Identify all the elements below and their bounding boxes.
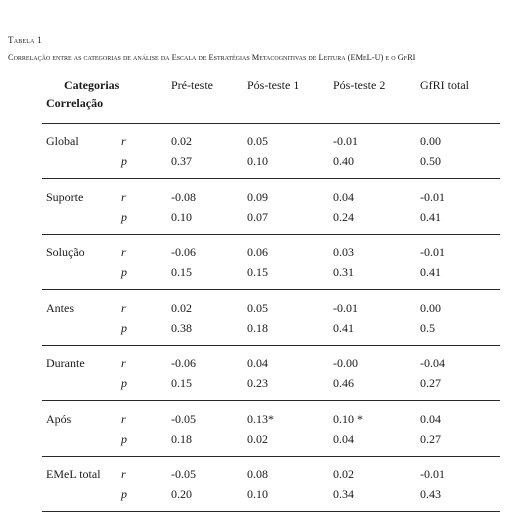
- r-value-cell: 0.02: [171, 134, 192, 148]
- r-value-cell: 0.02: [171, 300, 192, 315]
- p-value-cell: 0.41: [420, 265, 441, 279]
- category-label: Após: [46, 411, 72, 426]
- category-label: Durante: [46, 356, 85, 370]
- p-value-cell: 0.18: [247, 320, 268, 335]
- r-value-cell: -0.05: [171, 467, 196, 481]
- category-label: EMeL total: [46, 467, 101, 481]
- r-value-cell: -0.01: [420, 189, 445, 204]
- p-value-cell: 0.27: [420, 431, 441, 446]
- p-value-cell: 0.37: [171, 154, 192, 168]
- table-caption-title: Correlação entre as categorias de análise da Escala de Estratégias Metacognitivas de Leitura (EMeL-U) e o GfRI: [8, 53, 416, 62]
- row-divider: [42, 178, 500, 179]
- p-value-cell: 0.20: [171, 487, 192, 501]
- p-value-cell: 0.50: [420, 154, 441, 168]
- r-value-cell: 0.13*: [247, 411, 274, 426]
- p-value-cell: 0.27: [420, 376, 441, 390]
- p-value-cell: 0.41: [333, 320, 354, 335]
- r-label: r: [121, 134, 126, 148]
- r-value-cell: -0.00: [333, 356, 358, 370]
- r-value-cell: 0.10 *: [333, 411, 363, 426]
- p-label: p: [121, 487, 127, 501]
- p-value-cell: 0.10: [171, 209, 192, 224]
- row-divider: [42, 234, 500, 235]
- p-value-cell: 0.07: [247, 209, 268, 224]
- p-label: p: [121, 154, 127, 168]
- p-value-cell: 0.5: [420, 320, 435, 335]
- r-value-cell: 0.04: [333, 189, 354, 204]
- table-row-group: [0, 412, 516, 468]
- p-label: p: [121, 376, 127, 390]
- row-divider: [42, 400, 500, 401]
- p-value-cell: 0.15: [171, 265, 192, 279]
- row-divider: [42, 456, 500, 457]
- r-value-cell: 0.06: [247, 245, 268, 259]
- r-label: r: [121, 356, 126, 370]
- p-value-cell: 0.40: [333, 154, 354, 168]
- table-row-group: [0, 301, 516, 357]
- p-value-cell: 0.34: [333, 487, 354, 501]
- category-label: Suporte: [46, 189, 84, 204]
- r-value-cell: 0.05: [247, 300, 268, 315]
- r-value-cell: 0.03: [333, 245, 354, 259]
- row-divider: [42, 511, 500, 512]
- r-value-cell: -0.01: [333, 300, 358, 315]
- r-value-cell: -0.06: [171, 356, 196, 370]
- r-value-cell: 0.04: [420, 411, 441, 426]
- r-value-cell: 0.00: [420, 300, 441, 315]
- r-value-cell: 0.02: [333, 467, 354, 481]
- r-value-cell: -0.05: [171, 411, 196, 426]
- r-value-cell: -0.08: [171, 189, 196, 204]
- table-row-group: [0, 467, 516, 523]
- p-value-cell: 0.46: [333, 376, 354, 390]
- p-value-cell: 0.41: [420, 209, 441, 224]
- p-value-cell: 0.15: [247, 265, 268, 279]
- category-label: Solução: [46, 245, 85, 259]
- category-label: Global: [46, 134, 79, 148]
- p-label: p: [121, 431, 127, 446]
- p-label: p: [121, 209, 127, 224]
- r-value-cell: 0.00: [420, 134, 441, 148]
- header-divider: [42, 123, 500, 124]
- table-row-group: [0, 134, 516, 190]
- p-value-cell: 0.18: [171, 431, 192, 446]
- p-value-cell: 0.02: [247, 431, 268, 446]
- table-row-group: [0, 356, 516, 412]
- r-value-cell: -0.06: [171, 245, 196, 259]
- category-label: Antes: [46, 300, 74, 315]
- header-pos-teste-2: Pós-teste 2: [333, 78, 386, 92]
- r-value-cell: 0.04: [247, 356, 268, 370]
- table-row-group: [0, 245, 516, 301]
- p-label: p: [121, 320, 127, 335]
- r-value-cell: 0.09: [247, 189, 268, 204]
- row-divider: [42, 289, 500, 290]
- r-value-cell: 0.05: [247, 134, 268, 148]
- r-label: r: [121, 467, 126, 481]
- r-value-cell: -0.01: [333, 134, 358, 148]
- p-value-cell: 0.38: [171, 320, 192, 335]
- r-value-cell: -0.04: [420, 356, 445, 370]
- r-label: r: [121, 245, 126, 259]
- header-correlacao: Correlação: [46, 96, 104, 110]
- p-label: p: [121, 265, 127, 279]
- r-label: r: [121, 411, 126, 426]
- table-row-group: [0, 190, 516, 246]
- header-gfri-total: GfRI total: [420, 78, 469, 92]
- r-label: r: [121, 300, 126, 315]
- p-value-cell: 0.23: [247, 376, 268, 390]
- p-value-cell: 0.10: [247, 154, 268, 168]
- p-value-cell: 0.31: [333, 265, 354, 279]
- p-value-cell: 0.04: [333, 431, 354, 446]
- r-value-cell: 0.08: [247, 467, 268, 481]
- p-value-cell: 0.43: [420, 487, 441, 501]
- r-value-cell: -0.01: [420, 245, 445, 259]
- header-pre-teste: Pré-teste: [171, 78, 213, 92]
- r-label: r: [121, 189, 126, 204]
- p-value-cell: 0.15: [171, 376, 192, 390]
- r-value-cell: -0.01: [420, 467, 445, 481]
- header-categorias: Categorias: [64, 78, 120, 92]
- p-value-cell: 0.10: [247, 487, 268, 501]
- table-caption-label: Tabela 1: [8, 35, 42, 45]
- row-divider: [42, 345, 500, 346]
- header-pos-teste-1: Pós-teste 1: [247, 78, 300, 92]
- p-value-cell: 0.24: [333, 209, 354, 224]
